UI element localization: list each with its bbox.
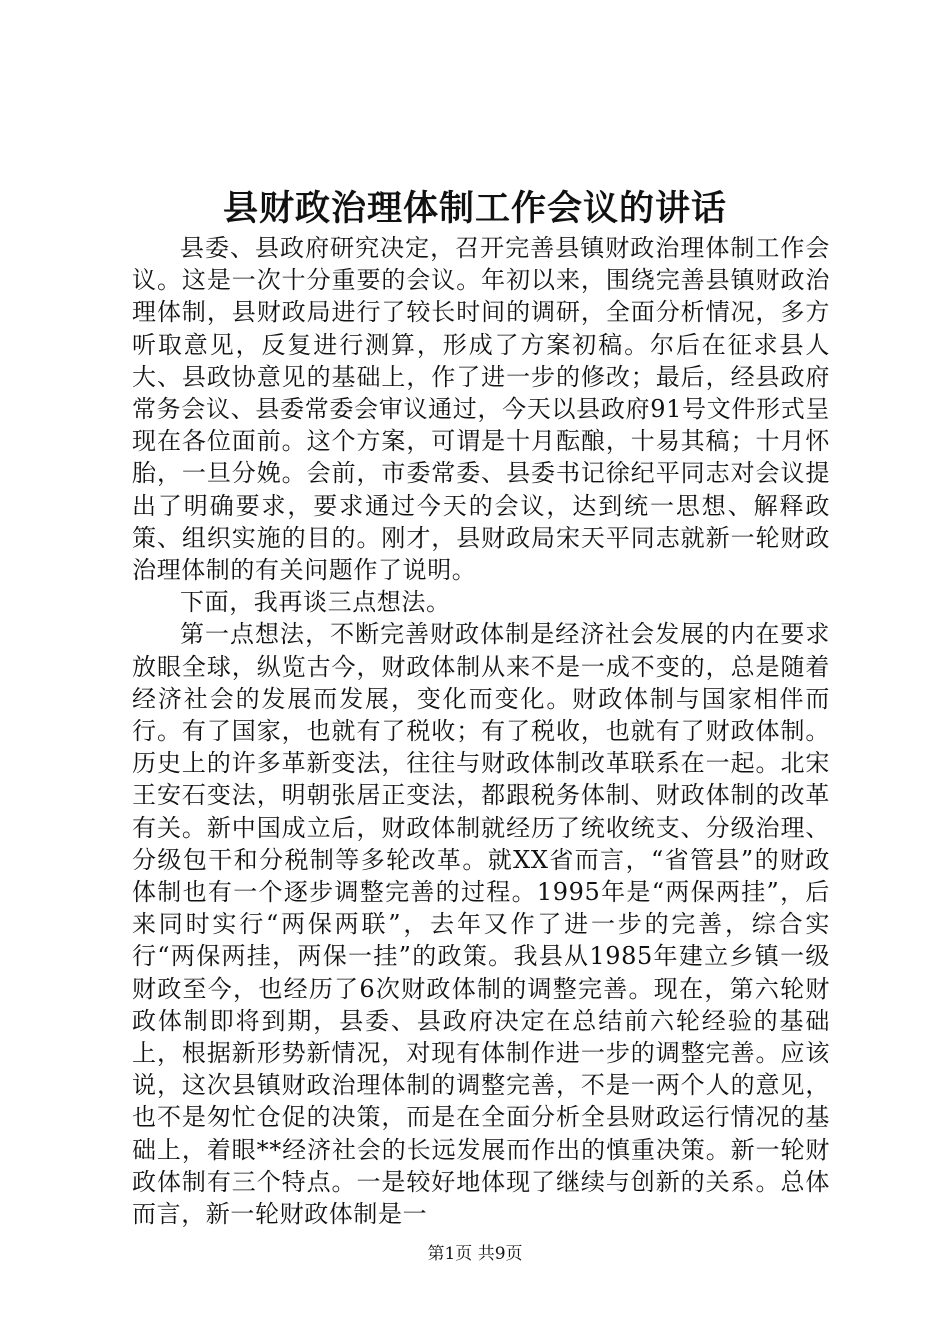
paragraph-intro: 县委、县政府研究决定，召开完善县镇财政治理体制工作会议。这是一次十分重要的会议。年初以来，围绕完善县镇财政治理体制，县财政局进行了较长时间的调研，全面分析情况，多方听取意见，反复进行测算，形成了方案初稿。尔后在征求县人大、县政协意见的基础上，作了进一步的修改；最后，经县政府常务会议、县委常委会审议通过，今天以县政府91号文件形式呈现在各位面前。这个方案，可谓是十月酝酿，十易其稿；十月怀胎，一旦分娩。会前，市委常委、县委书记徐纪平同志对会议提出了明确要求，要求通过今天的会议，达到统一思想、解释政策、组织实施的目的。刚才，县财政局宋天平同志就新一轮财政治理体制的有关问题作了说明。 bbox=[132, 234, 830, 585]
paragraph-first-point: 第一点想法，不断完善财政体制是经济社会发展的内在要求放眼全球，纵览古今，财政体制从来不是一成不变的，总是随着经济社会的发展而发展，变化而变化。财政体制与国家相伴而行。有了国家，也就有了税收；有了税收，也就有了财政体制。历史上的许多革新变法，往往与财政体制改革联系在一起。北宋王安石变法，明朝张居正变法，都跟税务体制、财政体制的改革有关。新中国成立后，财政体制就经历了统收统支、分级治理、分级包干和分税制等多轮改革。就XX省而言，“省管县”的财政体制也有一个逐步调整完善的过程。1995年是“两保两挂”，后来同时实行“两保两联”，去年又作了进一步的完善，综合实行“两保两挂，两保一挂”的政策。我县从1985年建立乡镇一级财政至今，也经历了6次财政体制的调整完善。现在，第六轮财政体制即将到期，县委、县政府决定在总结前六轮经验的基础上，根据新形势新情况，对现有体制作进一步的调整完善。应该说，这次县镇财政治理体制的调整完善，不是一两个人的意见，也不是匆忙仓促的决策，而是在全面分析全县财政运行情况的基础上，着眼**经济社会的长远发展而作出的慎重决策。新一轮财政体制有三个特点。一是较好地体现了继续与创新的关系。总体而言，新一轮财政体制是一 bbox=[132, 620, 830, 1229]
page-footer: 第1页 共9页 bbox=[427, 1244, 523, 1264]
document-title: 县财政治理体制工作会议的讲话 bbox=[222, 188, 727, 229]
document-body bbox=[132, 232, 830, 1230]
paragraph-transition: 下面，我再谈三点想法。 bbox=[180, 588, 451, 617]
